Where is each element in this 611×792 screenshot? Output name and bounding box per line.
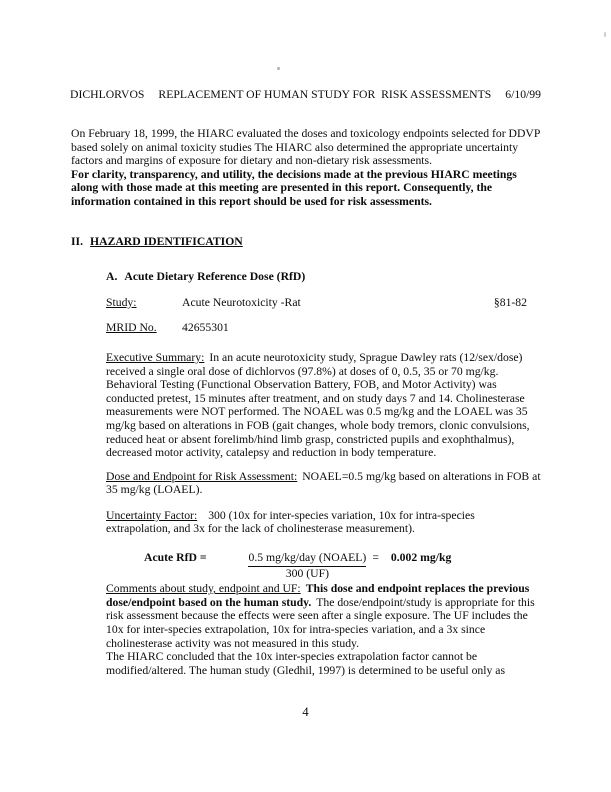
comments-paragraph [106, 582, 541, 650]
hiarc-conclusion-paragraph: The HIARC concluded that the 10x inter-species extrapolation factor cannot be modified/altered. The human study (Gledhil, 1997) is determined to be useful only as [106, 650, 506, 677]
equation-fraction [248, 551, 366, 580]
header-document-title: REPLACEMENT OF HUMAN STUDY FOR RISK ASSESSMENTS [158, 88, 492, 101]
comments-text: The dose/endpoint/study is appropriate for this risk assessment because the effects were seen after a single exposure. The UF includes the 10x for inter-species extrapolation, 10x for intra-species variation, and a 3x since cholinesterase activity was not measured in this study. [106, 595, 535, 650]
study-value: Acute Neurotoxicity -Rat [182, 295, 301, 309]
equation-result: 0.002 mg/kg [390, 551, 452, 565]
uncertainty-factor-text: 300 (10x for inter-species variation, 10x for intra-species extrapolation, and 3x for the lack of cholinesterase measurement). [106, 508, 475, 536]
header-date: 6/10/99 [505, 88, 541, 101]
subsection-title: Acute Dietary Reference Dose (RfD) [124, 270, 306, 284]
subsection-heading-acute-rfd [106, 270, 541, 284]
uncertainty-factor-label: Uncertainty Factor: [106, 508, 198, 522]
dose-endpoint-text: NOAEL=0.5 mg/kg based on alterations in FOB at 35 mg/kg (LOAEL). [106, 469, 541, 497]
page-number: 4 [302, 705, 309, 719]
executive-summary-paragraph [106, 351, 541, 460]
dose-endpoint-paragraph [106, 470, 541, 497]
uncertainty-factor-paragraph [106, 509, 541, 536]
mrid-row [106, 321, 541, 335]
clarity-paragraph: For clarity, transparency, and utility, the decisions made at the previous HIARC meetings along with those made at this meeting are presented in this report. Consequently, the information contained in this report should be used for risk assessments. [71, 167, 517, 208]
section-title: HAZARD IDENTIFICATION [90, 234, 243, 248]
study-row [106, 296, 541, 310]
mrid-label: MRID No. [106, 321, 157, 335]
document-body [71, 127, 541, 677]
mrid-value: 42655301 [182, 321, 229, 335]
scan-artifact-speck [277, 67, 280, 70]
dose-endpoint-label: Dose and Endpoint for Risk Assessment: [106, 469, 298, 483]
scan-artifact-speck [604, 32, 606, 37]
executive-summary-text: In an acute neurotoxicity study, Sprague Dawley rats (12/sex/dose) received a single oral dose of dichlorvos (97.8%) at doses of 0, 0.5, 35 or 70 mg/kg. Behavioral Testing (Functional Observation Battery, FOB, and Motor Activity) was conducted pretest, 15 minutes after treatment, and on study days 7 and 14. Cholinesterase measurements were NOT performed. The NOAEL was 0.5 mg/kg and the LOAEL was 35 mg/kg based on alterations in FOB (gait changes, whole body tremors, clonic convulsions, reduced heat or absent forelimb/hind limb grasp, constricted pupils and exophthalmus), decreased motor activity, catalepsy and reduction in body temperature. [106, 350, 530, 460]
study-guideline-ref: §81-82 [493, 295, 527, 309]
study-label: Study: [106, 295, 137, 309]
equation-lhs: Acute RfD = [144, 551, 207, 565]
header-chemical-name: DICHLORVOS [70, 88, 145, 101]
page-header [70, 88, 541, 102]
subsection-letter: A. [106, 270, 118, 284]
comments-bold-text: This dose and endpoint replaces the previous dose/endpoint based on the human study. [106, 582, 530, 609]
acute-rfd-equation [144, 551, 541, 580]
section-number: II. [71, 234, 84, 248]
equation-denominator: 300 (UF) [285, 566, 329, 580]
executive-summary-label: Executive Summary: [106, 350, 205, 364]
section-heading-hazard-identification [71, 235, 541, 249]
comments-label: Comments about study, endpoint and UF: [106, 582, 301, 596]
equation-numerator: 0.5 mg/kg/day (NOAEL) [248, 551, 366, 567]
intro-paragraph: On February 18, 1999, the HIARC evaluated the doses and toxicology endpoints selected for DDVP based solely on animal toxicity studies The HIARC also determined the appropriate uncertainty factors and margins of exposure for dietary and non-dietary risk assessments. [71, 127, 540, 168]
equation-equals-sign: = [372, 551, 379, 565]
